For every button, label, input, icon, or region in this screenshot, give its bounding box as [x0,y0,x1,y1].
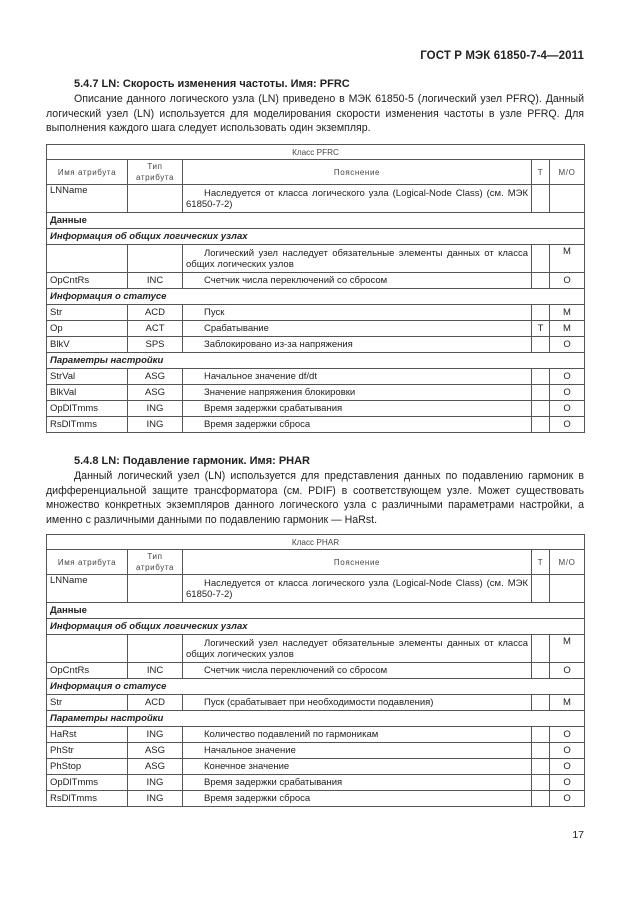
cell-mo: O [550,385,585,401]
cell-t [532,245,550,273]
group-label: Информация о статусе [47,679,585,695]
table-row [47,273,585,289]
cell-attribute-type [128,575,183,603]
description-text: Пуск (срабатывает при необходимости подавления) [204,697,434,708]
cell-description [183,321,532,337]
section-pfrc [46,78,584,136]
description-text: Количество подавлений по гармоникам [204,729,379,740]
table-group-row [47,229,585,245]
cell-attribute-name: PhStop [47,759,128,775]
cell-description [183,245,532,273]
table-caption-row [47,535,585,550]
cell-t [532,775,550,791]
col-header-mo: M/O [550,550,585,575]
cell-description [183,385,532,401]
table-row [47,663,585,679]
cell-t [532,695,550,711]
group-label: Данные [47,603,585,619]
page-number: 17 [572,829,584,841]
group-label: Данные [47,213,585,229]
cell-attribute-type: ACT [128,321,183,337]
cell-attribute-name: HaRst [47,727,128,743]
group-label: Параметры настройки [47,353,585,369]
table-row [47,575,585,603]
cell-description [183,663,532,679]
cell-description [183,401,532,417]
cell-description [183,635,532,663]
table-group-row [47,603,585,619]
section-phar [46,455,584,527]
cell-t [532,743,550,759]
section-title: 5.4.7 LN: Скорость изменения частоты. Имя: PFRC [74,78,350,90]
cell-t [532,185,550,213]
cell-mo: O [550,663,585,679]
cell-mo [550,185,585,213]
cell-t [532,337,550,353]
table-row [47,401,585,417]
table-group-row [47,711,585,727]
table-group-row [47,289,585,305]
cell-mo: M [550,245,585,273]
table-row [47,369,585,385]
cell-attribute-name [47,635,128,663]
cell-attribute-name: OpDlTmms [47,775,128,791]
section-title: 5.4.8 LN: Подавление гармоник. Имя: PHAR [74,455,311,467]
section-paragraph: Данный логический узел (LN) используется для представления данных по подавлению гармоник в дифференциальной защите трансформатора (см. PDIF) в соответствующем узле. Может существовать множество конкретных экземпляров данного логического узла с различными параметрами настройки, а именно с различными данными по подавлению гармоник — HaRst. [46,470,584,526]
col-header-type: Тип атрибута [128,160,183,185]
cell-attribute-type [128,245,183,273]
cell-attribute-type: INC [128,663,183,679]
table-caption: Класс PHAR [47,535,585,550]
cell-mo: O [550,759,585,775]
cell-attribute-name [47,245,128,273]
description-text: Время задержки срабатывания [204,777,343,788]
description-text: Начальное значение df/dt [204,371,317,382]
table-group-row [47,679,585,695]
cell-attribute-name: BlkV [47,337,128,353]
col-header-name: Имя атрибута [47,550,128,575]
cell-attribute-name: Str [47,305,128,321]
cell-attribute-type: ING [128,727,183,743]
section-paragraph: Описание данного логического узла (LN) приведено в МЭК 61850-5 (логический узел PFRQ). Данный логический узел (LN) используется для моделирования скорости изменения частоты в узле PFRQ. Для выполнения каждого шага следует использовать один экземпляр. [46,93,584,135]
table-caption: Класс PFRC [47,145,585,160]
cell-t [532,401,550,417]
cell-attribute-type: SPS [128,337,183,353]
cell-attribute-type: INC [128,273,183,289]
cell-attribute-type: ASG [128,385,183,401]
cell-mo: O [550,337,585,353]
description-text: Наследуется от класса логического узла (Logical-Node Class) (см. МЭК 61850-7-2) [186,577,528,600]
group-label: Информация об общих логических узлах [47,619,585,635]
description-text: Значение напряжения блокировки [204,387,356,398]
group-label: Информация о статусе [47,289,585,305]
table-group-row [47,213,585,229]
col-header-mo: M/O [550,160,585,185]
col-header-t: T [532,550,550,575]
description-text: Счетчик числа переключений со сбросом [204,275,388,286]
group-label: Информация об общих логических узлах [47,229,585,245]
table-row [47,743,585,759]
cell-attribute-name: OpDlTmms [47,401,128,417]
cell-description [183,743,532,759]
cell-attribute-name: Op [47,321,128,337]
table-row [47,695,585,711]
col-header-t: T [532,160,550,185]
cell-attribute-name: PhStr [47,743,128,759]
cell-mo: M [550,695,585,711]
cell-t [532,305,550,321]
table-row [47,385,585,401]
description-text: Конечное значение [204,761,290,772]
table-row [47,417,585,433]
cell-attribute-type [128,635,183,663]
description-text: Время задержки срабатывания [204,403,343,414]
cell-t [532,273,550,289]
cell-t: T [532,321,550,337]
table-row [47,245,585,273]
description-text: Время задержки сброса [204,419,311,430]
table-row [47,635,585,663]
cell-t [532,727,550,743]
table-row [47,337,585,353]
cell-description [183,727,532,743]
cell-mo [550,575,585,603]
cell-description [183,575,532,603]
phar-class-table [46,534,585,807]
description-text: Срабатывание [204,323,269,334]
cell-description [183,695,532,711]
cell-t [532,791,550,807]
description-text: Начальное значение [204,745,296,756]
description-text: Пуск [204,307,225,318]
cell-attribute-name: LNName [47,185,128,213]
cell-mo: M [550,305,585,321]
table-row [47,775,585,791]
cell-description [183,337,532,353]
cell-attribute-type: ACD [128,305,183,321]
cell-attribute-type: ASG [128,759,183,775]
cell-t [532,575,550,603]
cell-description [183,305,532,321]
table-caption-row [47,145,585,160]
cell-mo: O [550,401,585,417]
description-text: Время задержки сброса [204,793,311,804]
cell-description [183,369,532,385]
table-row [47,727,585,743]
cell-description [183,759,532,775]
pfrc-class-table [46,144,585,433]
cell-t [532,369,550,385]
cell-attribute-type: ING [128,791,183,807]
cell-attribute-type: ING [128,417,183,433]
cell-attribute-name: RsDlTmms [47,417,128,433]
cell-mo: O [550,791,585,807]
cell-attribute-type: ING [128,775,183,791]
document-header: ГОСТ Р МЭК 61850-7-4—2011 [420,50,584,62]
cell-attribute-name: LNName [47,575,128,603]
cell-attribute-name: BlkVal [47,385,128,401]
cell-mo: O [550,417,585,433]
col-header-name: Имя атрибута [47,160,128,185]
cell-description [183,185,532,213]
table-group-row [47,353,585,369]
cell-mo: O [550,775,585,791]
cell-t [532,759,550,775]
cell-description [183,417,532,433]
cell-mo: M [550,321,585,337]
cell-t [532,417,550,433]
col-header-desc: Пояснение [183,550,532,575]
table-row [47,305,585,321]
table-group-row [47,619,585,635]
table-row [47,185,585,213]
cell-description [183,775,532,791]
description-text: Логический узел наследует обязательные элементы данных от класса общих логических узлов [186,247,528,270]
cell-attribute-name: OpCntRs [47,273,128,289]
table-header-row [47,550,585,575]
table-row [47,321,585,337]
col-header-desc: Пояснение [183,160,532,185]
cell-attribute-name: RsDlTmms [47,791,128,807]
cell-t [532,385,550,401]
group-label: Параметры настройки [47,711,585,727]
description-text: Наследуется от класса логического узла (Logical-Node Class) (см. МЭК 61850-7-2) [186,187,528,210]
cell-mo: O [550,273,585,289]
cell-mo: O [550,743,585,759]
cell-mo: M [550,635,585,663]
cell-attribute-type: ASG [128,743,183,759]
table-row [47,791,585,807]
cell-t [532,635,550,663]
description-text: Заблокировано из-за напряжения [204,339,353,350]
cell-description [183,273,532,289]
cell-attribute-type: ACD [128,695,183,711]
cell-attribute-name: StrVal [47,369,128,385]
cell-description [183,791,532,807]
cell-attribute-name: OpCntRs [47,663,128,679]
cell-mo: O [550,727,585,743]
cell-attribute-name: Str [47,695,128,711]
description-text: Счетчик числа переключений со сбросом [204,665,388,676]
cell-attribute-type [128,185,183,213]
cell-attribute-type: ASG [128,369,183,385]
cell-attribute-type: ING [128,401,183,417]
cell-mo: O [550,369,585,385]
description-text: Логический узел наследует обязательные элементы данных от класса общих логических узлов [186,637,528,660]
table-header-row [47,160,585,185]
col-header-type: Тип атрибута [128,550,183,575]
table-row [47,759,585,775]
cell-t [532,663,550,679]
